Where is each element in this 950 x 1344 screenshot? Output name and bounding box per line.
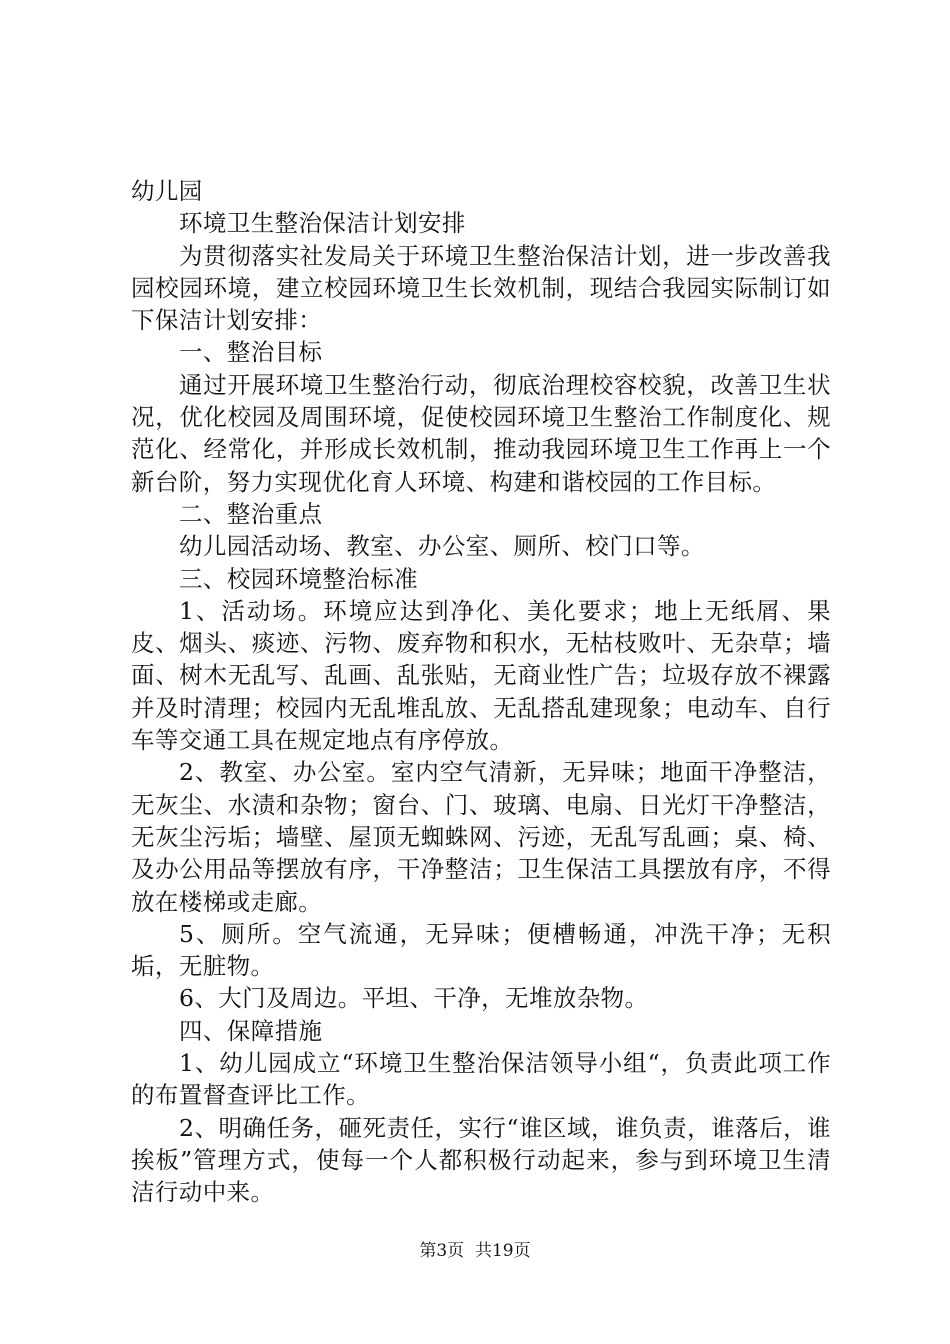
intro-paragraph: 为贯彻落实社发局关于环境卫生整治保洁计划，进一步改善我园校园环境，建立校园环境卫生长效机制，现结合我园实际制订如下保洁计划安排： bbox=[131, 241, 831, 335]
section-heading-measures: 四、保障措施 bbox=[179, 1016, 323, 1045]
goals-paragraph: 通过开展环境卫生整治行动，彻底治理校容校貌，改善卫生状况，优化校园及周围环境，促使校园环境卫生整治工作制度化、规范化、经常化，并形成长效机制，推动我园环境卫生工作再上一个新台阶，努力实现优化育人环境、构建和谐校园的工作目标。 bbox=[131, 370, 831, 496]
page-number: 第3页 共19页 bbox=[419, 1241, 531, 1261]
measure-item-responsibility: 2、明确任务，砸死责任，实行“谁区域，谁负责，谁落后，谁挨板”管理方式，使每一个人都积极行动起来，参与到环境卫生清洁行动中来。 bbox=[131, 1113, 831, 1207]
standard-item-playground: 1、活动场。环境应达到净化、美化要求；地上无纸屑、果皮、烟头、痰迹、污物、废弃物和积水，无枯枝败叶、无杂草；墙面、树木无乱写、乱画、乱张贴，无商业性广告；垃圾存放不裸露并及时清理；校园内无乱堆乱放、无乱搭乱建现象；电动车、自行车等交通工具在规定地点有序停放。 bbox=[131, 596, 831, 755]
document-body bbox=[131, 175, 831, 1209]
document-title: 环境卫生整治保洁计划安排 bbox=[179, 209, 466, 238]
standard-item-toilet: 5、厕所。空气流通，无异味；便槽畅通，冲洗干净；无积垢，无脏物。 bbox=[131, 919, 831, 981]
measure-item-leadership: 1、幼儿园成立“环境卫生整治保洁领导小组“，负责此项工作的布置督查评比工作。 bbox=[131, 1049, 831, 1110]
section-heading-focus: 二、整治重点 bbox=[179, 499, 323, 528]
standard-item-gate: 6、大门及周边。平坦、干净，无堆放杂物。 bbox=[179, 984, 649, 1013]
section-heading-standards: 三、校园环境整治标准 bbox=[179, 564, 418, 593]
section-heading-goals: 一、整治目标 bbox=[179, 338, 323, 367]
heading-kindergarten: 幼儿园 bbox=[131, 177, 203, 205]
page-footer bbox=[0, 1240, 950, 1262]
focus-paragraph: 幼儿园活动场、教室、办公室、厕所、校门口等。 bbox=[179, 532, 705, 561]
standard-item-classroom: 2、教室、办公室。室内空气清新，无异味；地面干净整洁，无灰尘、水渍和杂物；窗台、门、玻璃、电扇、日光灯干净整洁，无灰尘污垢；墙壁、屋顶无蜘蛛网、污迹，无乱写乱画；桌、椅、及办公用品等摆放有序，干净整洁；卫生保洁工具摆放有序，不得放在楼梯或走廊。 bbox=[131, 758, 831, 916]
